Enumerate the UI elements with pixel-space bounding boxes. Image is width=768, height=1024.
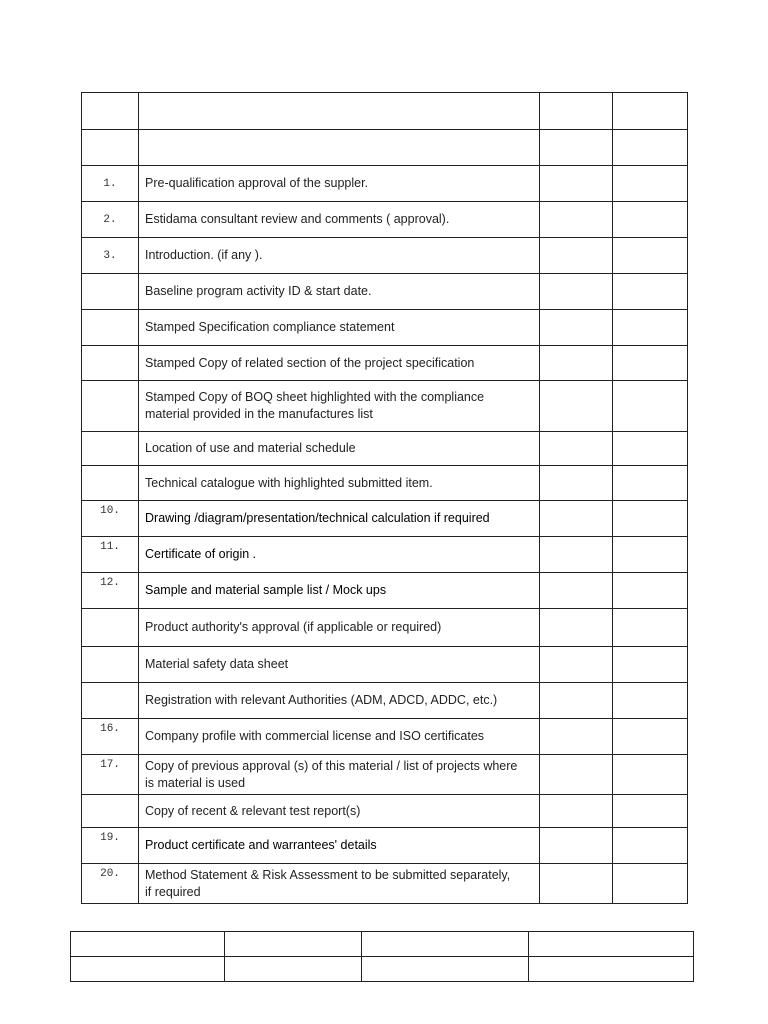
row-number: 1.	[82, 166, 139, 202]
check-cell	[540, 537, 613, 573]
row-description: Material safety data sheet	[139, 647, 540, 683]
check-cell	[540, 432, 613, 466]
check-cell	[540, 274, 613, 310]
row-number: 2.	[82, 202, 139, 238]
table-row	[82, 238, 688, 274]
row-number: 19.	[82, 828, 139, 864]
signature-cell	[225, 932, 362, 957]
signature-cell	[529, 957, 694, 982]
check-cell	[540, 310, 613, 346]
row-description: Certificate of origin .	[139, 537, 540, 573]
row-description: Drawing /diagram/presentation/technical calculation if required	[139, 501, 540, 537]
remark-cell	[613, 683, 688, 719]
row-number	[82, 647, 139, 683]
remark-cell	[613, 828, 688, 864]
row-number	[82, 346, 139, 381]
row-description	[139, 93, 540, 130]
remark-cell	[613, 647, 688, 683]
row-description	[139, 130, 540, 166]
table-row	[71, 957, 694, 982]
row-number	[82, 466, 139, 501]
table-row	[82, 432, 688, 466]
table-row	[82, 573, 688, 609]
row-description: Company profile with commercial license and ISO certificates	[139, 719, 540, 755]
table-row	[82, 166, 688, 202]
check-cell	[540, 381, 613, 432]
table-row	[82, 864, 688, 904]
remark-cell	[613, 310, 688, 346]
row-description: Copy of previous approval (s) of this material / list of projects where is material is used	[139, 755, 540, 795]
remark-cell	[613, 93, 688, 130]
check-cell	[540, 202, 613, 238]
table-row	[82, 647, 688, 683]
remark-cell	[613, 202, 688, 238]
check-cell	[540, 93, 613, 130]
signature-table	[70, 931, 694, 982]
check-cell	[540, 346, 613, 381]
row-number: 12.	[82, 573, 139, 609]
check-cell	[540, 647, 613, 683]
table-row	[82, 609, 688, 647]
check-cell	[540, 864, 613, 904]
table-row	[82, 537, 688, 573]
row-number	[82, 683, 139, 719]
row-description: Registration with relevant Authorities (ADM, ADCD, ADDC, etc.)	[139, 683, 540, 719]
remark-cell	[613, 795, 688, 828]
check-cell	[540, 238, 613, 274]
check-cell	[540, 166, 613, 202]
remark-cell	[613, 432, 688, 466]
check-cell	[540, 130, 613, 166]
table-row	[82, 381, 688, 432]
signature-cell	[529, 932, 694, 957]
table-row	[82, 346, 688, 381]
check-cell	[540, 609, 613, 647]
row-description: Estidama consultant review and comments ( approval).	[139, 202, 540, 238]
check-cell	[540, 795, 613, 828]
table-row	[82, 755, 688, 795]
row-description: Copy of recent & relevant test report(s)	[139, 795, 540, 828]
table-row	[82, 310, 688, 346]
check-cell	[540, 755, 613, 795]
row-number	[82, 93, 139, 130]
signature-cell	[71, 957, 225, 982]
remark-cell	[613, 573, 688, 609]
table-row	[82, 130, 688, 166]
table-row	[82, 274, 688, 310]
table-row	[71, 932, 694, 957]
remark-cell	[613, 537, 688, 573]
row-description: Product certificate and warrantees' details	[139, 828, 540, 864]
row-description: Technical catalogue with highlighted submitted item.	[139, 466, 540, 501]
check-cell	[540, 466, 613, 501]
row-number	[82, 130, 139, 166]
row-number: 11.	[82, 537, 139, 573]
table-row	[82, 719, 688, 755]
table-row	[82, 828, 688, 864]
remark-cell	[613, 166, 688, 202]
row-number	[82, 795, 139, 828]
remark-cell	[613, 609, 688, 647]
table-row	[82, 202, 688, 238]
row-number: 10.	[82, 501, 139, 537]
remark-cell	[613, 130, 688, 166]
signature-cell	[362, 957, 529, 982]
remark-cell	[613, 864, 688, 904]
remark-cell	[613, 381, 688, 432]
row-description: Introduction. (if any ).	[139, 238, 540, 274]
check-cell	[540, 501, 613, 537]
row-number: 3.	[82, 238, 139, 274]
signature-cell	[225, 957, 362, 982]
table-row	[82, 683, 688, 719]
check-cell	[540, 683, 613, 719]
table-row	[82, 93, 688, 130]
remark-cell	[613, 755, 688, 795]
row-description: Method Statement & Risk Assessment to be submitted separately, if required	[139, 864, 540, 904]
row-number	[82, 310, 139, 346]
row-number: 20.	[82, 864, 139, 904]
table-row	[82, 466, 688, 501]
signature-cell	[362, 932, 529, 957]
row-description: Sample and material sample list / Mock ups	[139, 573, 540, 609]
table-row	[82, 795, 688, 828]
remark-cell	[613, 274, 688, 310]
row-description: Product authority's approval (if applicable or required)	[139, 609, 540, 647]
remark-cell	[613, 466, 688, 501]
row-number	[82, 609, 139, 647]
row-number	[82, 274, 139, 310]
row-number	[82, 381, 139, 432]
signature-cell	[71, 932, 225, 957]
table-row	[82, 501, 688, 537]
row-number: 17.	[82, 755, 139, 795]
row-number: 16.	[82, 719, 139, 755]
row-description: Stamped Specification compliance statement	[139, 310, 540, 346]
check-cell	[540, 573, 613, 609]
remark-cell	[613, 501, 688, 537]
row-number	[82, 432, 139, 466]
row-description: Stamped Copy of BOQ sheet highlighted with the compliance material provided in the manufactures list	[139, 381, 540, 432]
remark-cell	[613, 719, 688, 755]
row-description: Pre-qualification approval of the suppler.	[139, 166, 540, 202]
check-cell	[540, 828, 613, 864]
remark-cell	[613, 238, 688, 274]
remark-cell	[613, 346, 688, 381]
row-description: Baseline program activity ID & start date.	[139, 274, 540, 310]
submittal-checklist-table	[81, 92, 688, 904]
row-description: Stamped Copy of related section of the project specification	[139, 346, 540, 381]
row-description: Location of use and material schedule	[139, 432, 540, 466]
check-cell	[540, 719, 613, 755]
